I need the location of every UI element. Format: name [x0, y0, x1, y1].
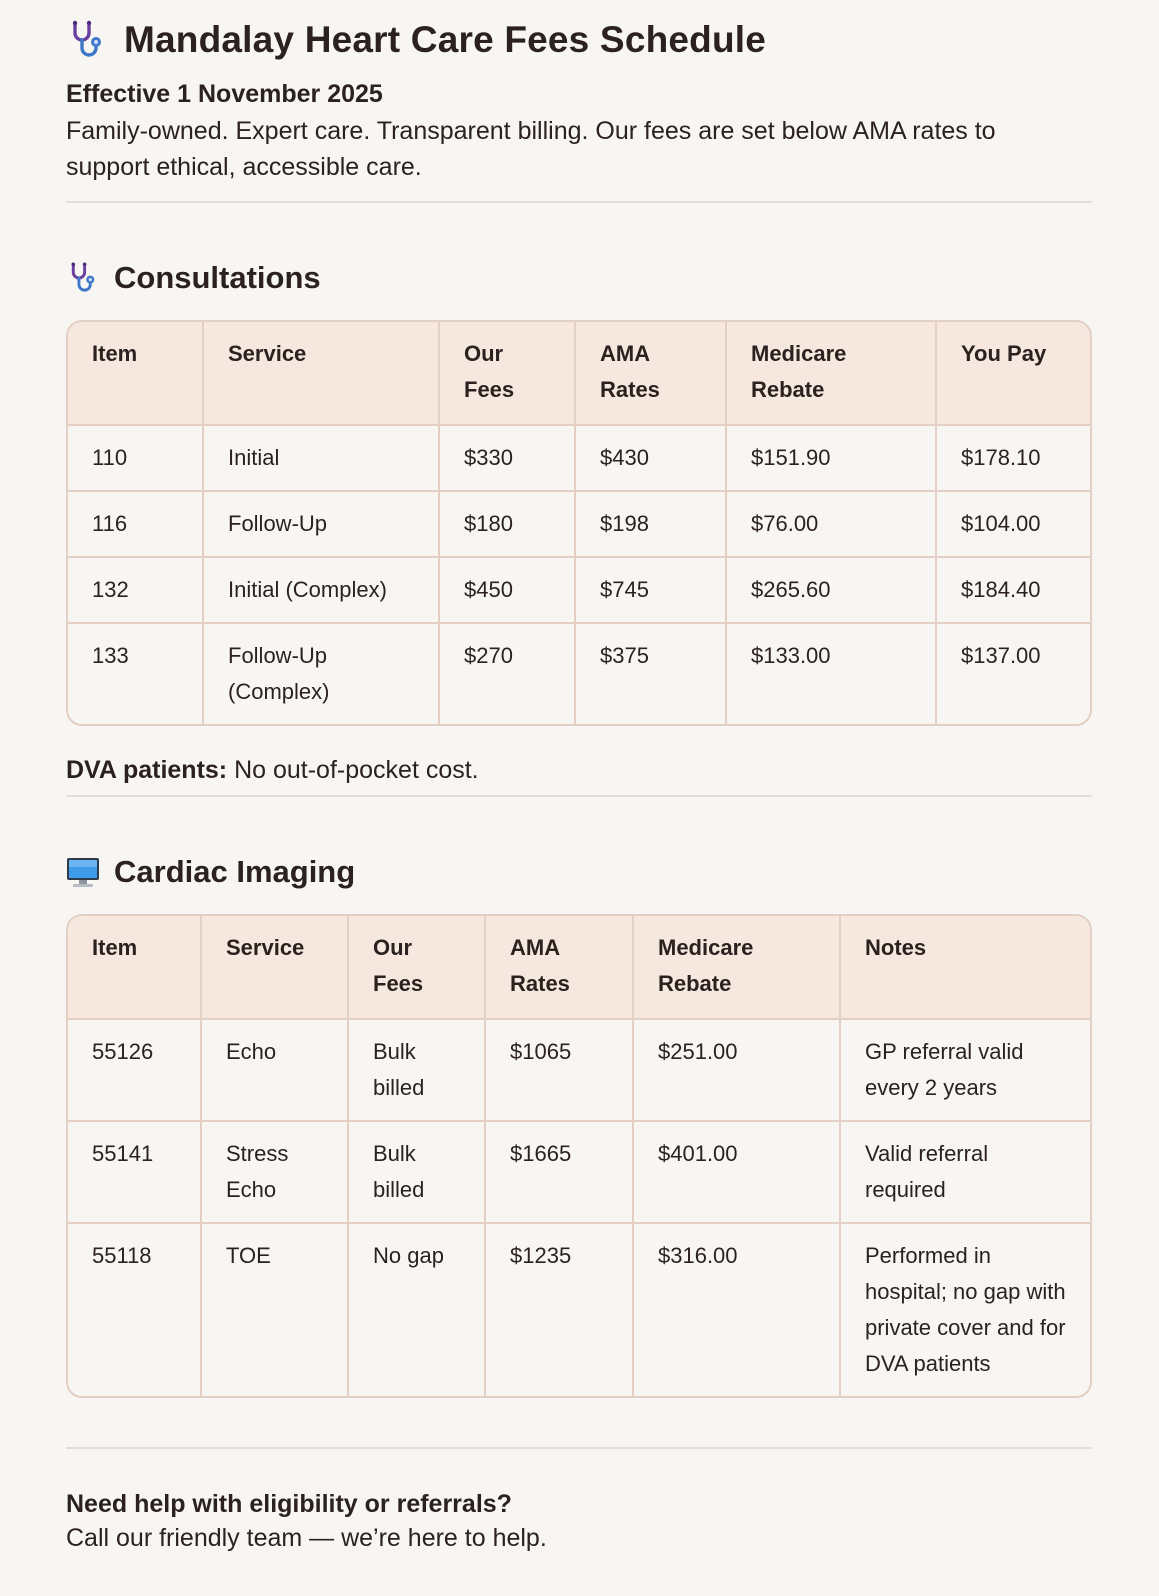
table-cell: Echo	[201, 1019, 348, 1121]
help-text: Call our friendly team — we’re here to help.	[66, 1524, 547, 1552]
column-header: Service	[201, 916, 348, 1019]
divider	[66, 1447, 1092, 1449]
table-header-row	[68, 322, 1092, 425]
table-header-row	[68, 916, 1092, 1019]
page-title: Mandalay Heart Care Fees Schedule	[124, 19, 767, 60]
stethoscope-icon	[66, 261, 100, 295]
table-cell: $375	[575, 623, 726, 724]
table-cell: 116	[68, 491, 203, 557]
column-header: You Pay	[936, 322, 1092, 425]
stethoscope-icon	[66, 19, 108, 61]
table-cell: Initial (Complex)	[203, 557, 439, 623]
table-cell: $1235	[485, 1223, 633, 1396]
column-header: AMA Rates	[485, 916, 633, 1019]
table-cell: $251.00	[633, 1019, 840, 1121]
table-cell: $133.00	[726, 623, 936, 724]
table-cell: $137.00	[961, 643, 1041, 668]
table-cell: Bulk billed	[348, 1121, 485, 1223]
table-cell: $1065	[485, 1019, 633, 1121]
table-cell: $184.40	[936, 557, 1092, 623]
table-cell: Bulk billed	[348, 1019, 485, 1121]
column-header: Medicare Rebate	[726, 322, 936, 425]
dva-note-text: No out-of-pocket cost.	[227, 756, 479, 784]
table-row	[68, 1019, 1092, 1121]
imaging-table	[66, 914, 1092, 1398]
divider	[66, 795, 1092, 797]
table-cell: 110	[68, 425, 203, 491]
table-cell: Initial	[203, 425, 439, 491]
table-cell: GP referral valid every 2 years	[840, 1019, 1092, 1121]
table-row	[68, 1121, 1092, 1223]
page-header	[66, 16, 766, 64]
tagline: Family-owned. Expert care. Transparent billing. Our fees are set below AMA rates to support ethical, accessible care.	[66, 117, 996, 181]
table-cell: $1665	[485, 1121, 633, 1223]
help-heading: Need help with eligibility or referrals?	[66, 1490, 512, 1518]
table-cell: Valid referral required	[840, 1121, 1092, 1223]
table-row	[68, 1223, 1092, 1396]
table-cell: $330	[439, 425, 575, 491]
table-row	[68, 623, 1092, 724]
table-cell: $270	[439, 623, 575, 724]
table-cell: $316.00	[633, 1223, 840, 1396]
table-cell: $430	[575, 425, 726, 491]
column-header: Notes	[840, 916, 1092, 1019]
consultations-heading	[66, 258, 321, 298]
section-title: Consultations	[114, 260, 321, 295]
table-cell: $450	[439, 557, 575, 623]
column-header: Service	[203, 322, 439, 425]
table-cell: No gap	[348, 1223, 485, 1396]
table-cell: $180	[439, 491, 575, 557]
table-row	[68, 557, 1092, 623]
column-header: Item	[68, 916, 201, 1019]
table-cell: $104.00	[936, 491, 1092, 557]
table-cell: $151.90	[726, 425, 936, 491]
effective-date: Effective 1 November 2025	[66, 80, 383, 108]
table-cell: $76.00	[726, 491, 936, 557]
computer-monitor-icon	[66, 855, 100, 889]
table-cell: TOE	[201, 1223, 348, 1396]
table-cell: Performed in hospital; no gap with private cover and for DVA patients	[865, 1243, 1066, 1376]
table-cell: $198	[575, 491, 726, 557]
consultations-table	[66, 320, 1092, 726]
table-cell: 55118	[68, 1223, 201, 1396]
column-header: Item	[68, 322, 203, 425]
dva-note-label: DVA patients:	[66, 756, 228, 784]
dva-note	[66, 756, 479, 785]
section-title: Cardiac Imaging	[114, 854, 356, 889]
imaging-heading	[66, 852, 355, 892]
table-cell: $265.60	[726, 557, 936, 623]
table-cell: 132	[68, 557, 203, 623]
table-cell: 133	[68, 623, 203, 724]
table-cell: $401.00	[633, 1121, 840, 1223]
column-header: AMA Rates	[575, 322, 726, 425]
divider	[66, 201, 1092, 203]
column-header: Our Fees	[439, 322, 575, 425]
column-header: Our Fees	[348, 916, 485, 1019]
table-row	[68, 491, 1092, 557]
table-cell: $745	[575, 557, 726, 623]
table-row	[68, 425, 1092, 491]
column-header: Medicare Rebate	[633, 916, 840, 1019]
table-cell: 55141	[68, 1121, 201, 1223]
table-cell: Follow-Up (Complex)	[203, 623, 439, 724]
table-cell: 55126	[68, 1019, 201, 1121]
table-cell: $178.10	[936, 425, 1092, 491]
table-cell: Follow-Up	[203, 491, 439, 557]
table-cell: Stress Echo	[201, 1121, 348, 1223]
